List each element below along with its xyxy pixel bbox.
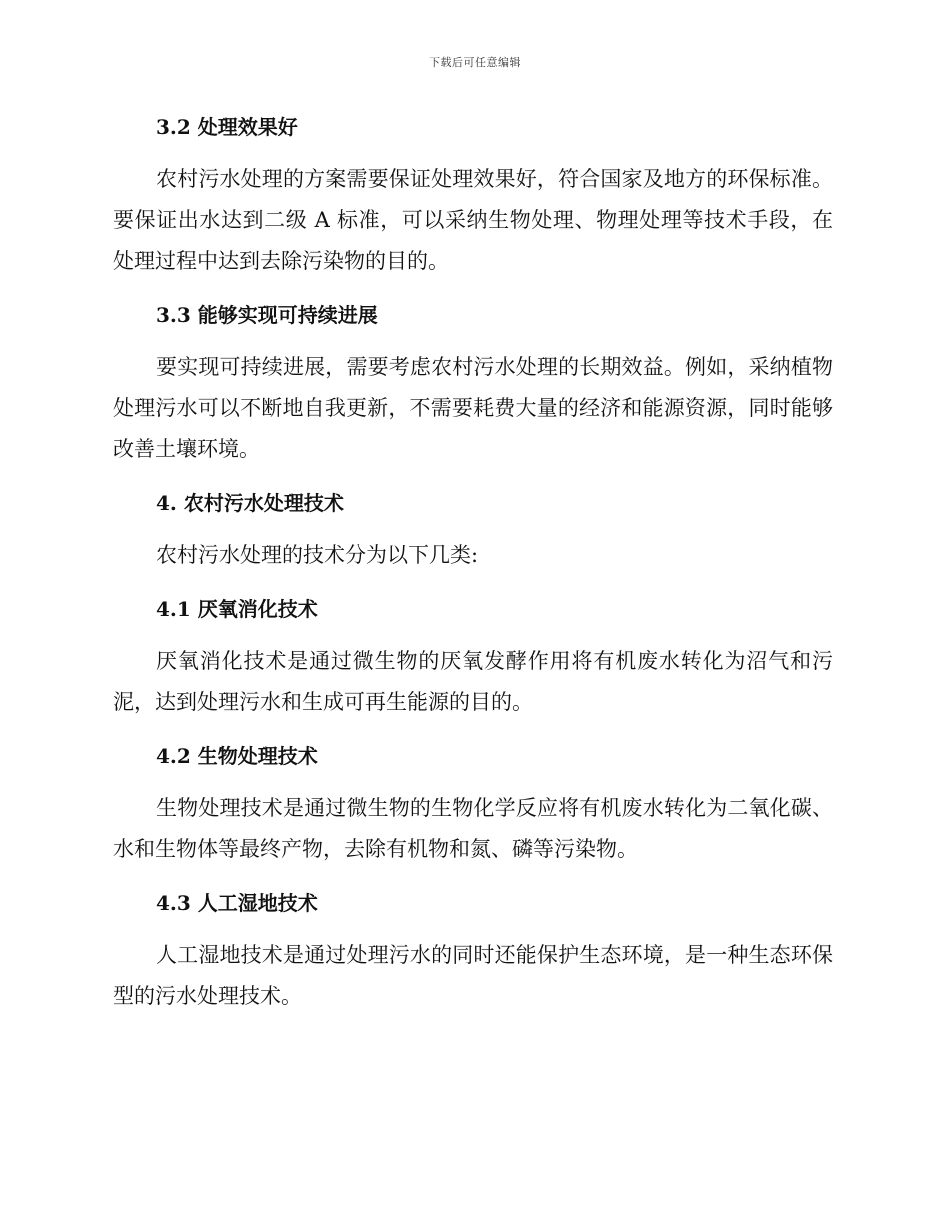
heading-4: 4. 农村污水处理技术 [156,491,344,515]
paragraph-4-3: 人工湿地技术是通过处理污水的同时还能保护生态环境，是一种生态环保型的污水处理技术。 [113,943,833,1008]
document-body [113,110,833,1017]
heading-4-1: 4.1 厌氧消化技术 [156,597,318,621]
paragraph-4-2: 生物处理技术是通过微生物的生物化学反应将有机废水转化为二氧化碳、水和生物体等最终产物，去除有机物和氮、磷等污染物。 [113,796,833,861]
paragraph-4: 农村污水处理的技术分为以下几类: [156,543,479,567]
paragraph-3-2: 农村污水处理的方案需要保证处理效果好，符合国家及地方的环保标准。要保证出水达到二级 A 标准，可以采纳生物处理、物理处理等技术手段，在处理过程中达到去除污染物的目的。 [113,167,833,273]
paragraph-4-1: 厌氧消化技术是通过微生物的厌氧发酵作用将有机废水转化为沼气和污泥，达到处理污水和生成可再生能源的目的。 [113,649,833,714]
paragraph-3-3: 要实现可持续进展，需要考虑农村污水处理的长期效益。例如，采纳植物处理污水可以不断地自我更新，不需要耗费大量的经济和能源资源，同时能够改善土壤环境。 [113,355,833,461]
heading-3-2: 3.2 处理效果好 [156,115,298,139]
heading-3-3: 3.3 能够实现可持续进展 [156,303,378,327]
heading-4-3: 4.3 人工湿地技术 [156,891,318,915]
heading-4-2: 4.2 生物处理技术 [156,744,318,768]
header-note: 下载后可任意编辑 [429,56,521,69]
